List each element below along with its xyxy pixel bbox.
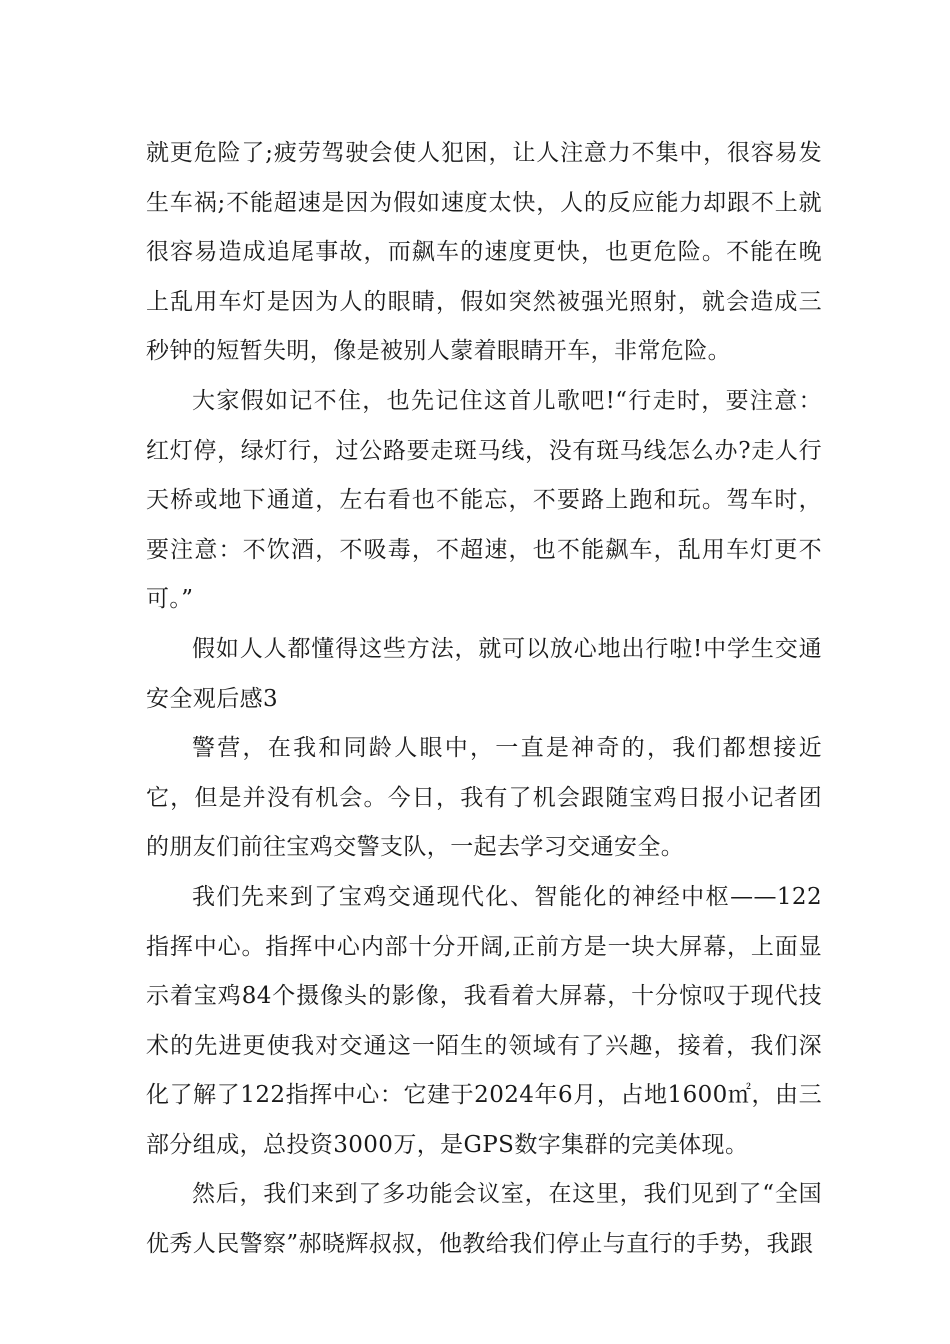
paragraph-5: 我们先来到了宝鸡交通现代化、智能化的神经中枢——122指挥中心。指挥中心内部十分开阔,正前方是一块大屏幕，上面显示着宝鸡84个摄像头的影像，我看着大屏幕，十分惊叹于现代技术的先进更使我对交通这一陌生的领域有了兴趣，接着，我们深化了解了122指挥中心：它建于2024年6月，占地1600㎡，由三部分组成，总投资3000万，是GPS数字集群的完美体现。 xyxy=(146,883,822,1158)
paragraph-2: 大家假如记不住，也先记住这首儿歌吧!“行走时，要注意：红灯停，绿灯行，过公路要走斑马线，没有斑马线怎么办?走人行天桥或地下通道，左右看也不能忘，不要路上跑和玩。驾车时，要注意：不饮酒，不吸毒，不超速，也不能飙车，乱用车灯更不可。” xyxy=(146,387,822,613)
paragraph-4: 警营，在我和同龄人眼中，一直是神奇的，我们都想接近它，但是并没有机会。今日，我有了机会跟随宝鸡日报小记者团的朋友们前往宝鸡交警支队，一起去学习交通安全。 xyxy=(146,735,822,861)
paragraph-6: 然后，我们来到了多功能会议室，在这里，我们见到了“全国优秀人民警察”郝晓辉叔叔，他教给我们停止与直行的手势，我跟 xyxy=(146,1181,822,1258)
paragraph-1: 就更危险了;疲劳驾驶会使人犯困，让人注意力不集中，很容易发生车祸;不能超速是因为假如速度太快，人的反应能力却跟不上就很容易造成追尾事故，而飙车的速度更快，也更危险。不能在晚上乱用车灯是因为人的眼睛，假如突然被强光照射，就会造成三秒钟的短暂失明，像是被别人蒙着眼睛开车，非常危险。 xyxy=(146,140,822,365)
paragraph-3: 假如人人都懂得这些方法，就可以放心地出行啦!中学生交通安全观后感3 xyxy=(146,635,822,712)
